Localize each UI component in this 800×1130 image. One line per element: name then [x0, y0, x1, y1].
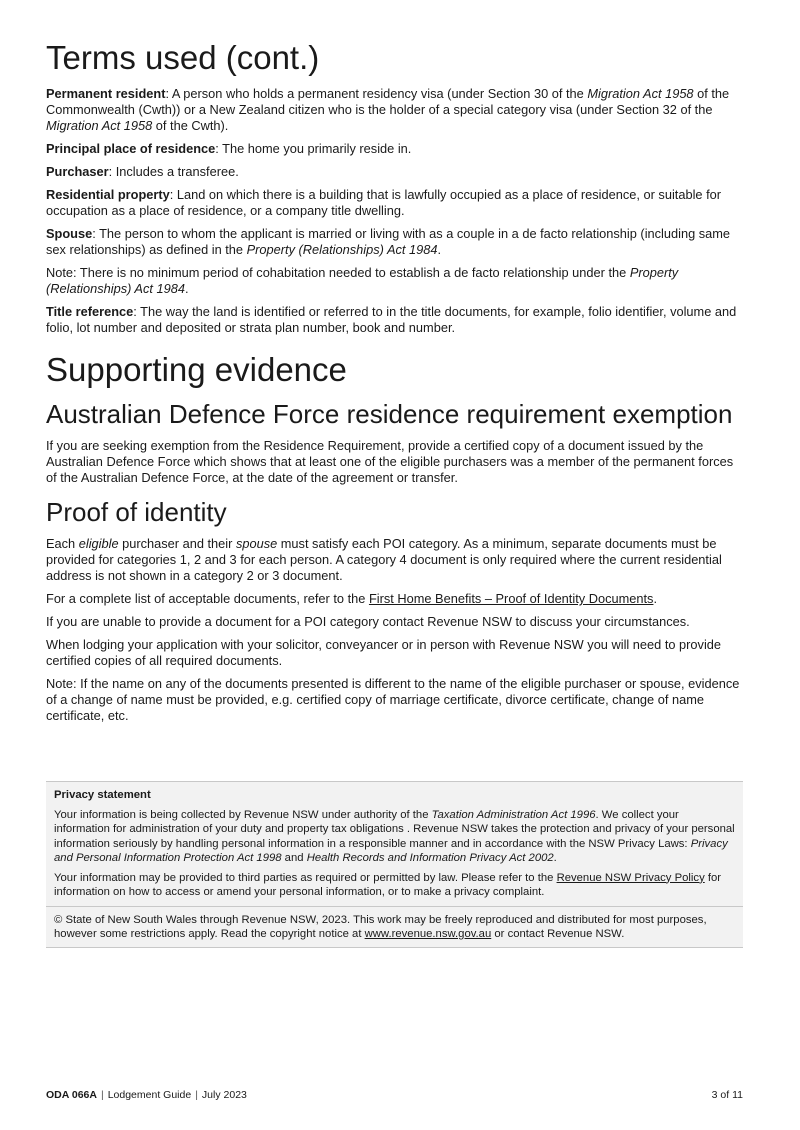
footer-guide: Lodgement Guide [107, 1089, 192, 1101]
term-text: : The person to whom the applicant is married or living with as a couple in a de facto relationship (including same sex relationships) as defined in the [46, 226, 731, 257]
privacy-text: Your information is being collected by Revenue NSW under authority of the [54, 808, 432, 821]
note-text: . [184, 281, 189, 296]
privacy-text: . [553, 852, 557, 864]
term-label: Purchaser [46, 164, 109, 179]
term-text: . [437, 242, 442, 257]
term-text: : The way the land is identified or referred to in the title documents, for example, folio identifier, volume and folio, lot number and deposited or strata plan number, book and number. [46, 304, 737, 335]
page-content [46, 38, 746, 731]
term-text: : Land on which there is a building that is lawfully occupied as a place of residence, or suitable for occupation as a place of residence, or a company title dwelling. [46, 187, 722, 218]
adf-text: If you are seeking exemption from the Residence Requirement, provide a certified copy of a document issued by the Australian Defence Force which shows that at least one of the eligible purchasers was a member of the permanent forces of the Australian Defence Force, at the date of the agreement or transfer. [46, 438, 734, 485]
act-name: Migration Act 1958 [587, 86, 694, 101]
poi-documents-link[interactable]: First Home Benefits – Proof of Identity Documents [368, 591, 654, 606]
act-name: Migration Act 1958 [46, 118, 153, 133]
footer-separator: | [100, 1089, 104, 1101]
copyright-text: or contact Revenue NSW. [491, 928, 625, 940]
poi-text: . [653, 591, 657, 606]
privacy-text: and [281, 852, 307, 864]
page-number: 3 of 11 [711, 1089, 743, 1101]
form-code: ODA 066A [46, 1089, 97, 1101]
privacy-text: Your information may be provided to third parties as required or permitted by law. Please refer to the [54, 871, 557, 884]
poi-paragraph: When lodging your application with your solicitor, conveyancer or in person with Revenue NSW you will need to provide certified copies of all required documents. [46, 637, 722, 668]
poi-emphasis: spouse [235, 536, 278, 551]
poi-heading: Proof of identity [46, 497, 227, 527]
footer-separator: | [195, 1089, 198, 1101]
poi-text: For a complete list of acceptable documents, refer to the [46, 591, 369, 606]
term-residential-property [46, 187, 746, 219]
poi-paragraph [46, 591, 746, 607]
term-text: : Includes a transferee. [108, 164, 239, 179]
poi-text: Each [46, 536, 79, 551]
poi-note: Note: If the name on any of the documents presented is different to the name of the eligible purchaser or spouse, evidence of a change of name must be provided, e.g. certified copy of marriage certificate, divorce certificate, change of name certificate, etc. [46, 676, 740, 723]
act-name: Property (Relationships) Act 1984 [246, 242, 438, 257]
term-label: Title reference [46, 304, 134, 319]
privacy-policy-link[interactable]: Revenue NSW Privacy Policy [556, 871, 705, 884]
supporting-evidence-heading: Supporting evidence [46, 351, 347, 388]
term-purchaser [46, 164, 746, 180]
copyright-paragraph [54, 913, 735, 942]
privacy-paragraph [54, 808, 735, 866]
poi-emphasis: eligible [78, 536, 119, 551]
privacy-text: . We collect your information for administration of your duty and property tax obligations . Revenue NSW takes the protection and privacy of your personal information seriously by handling personal information in a responsible manner and in accordance with the NSW Privacy Laws: [54, 808, 735, 850]
term-permanent-resident [46, 86, 746, 134]
copyright-notice [46, 906, 743, 947]
note-text: Note: There is no minimum period of cohabitation needed to establish a de facto relationship under the [46, 265, 630, 280]
copyright-text: © State of New South Wales through Revenue NSW, 2023. This work may be freely reproduced and distributed for most purposes, however some restrictions apply. Read the copyright notice at [54, 913, 707, 940]
poi-text: must satisfy each POI category. As a minimum, separate documents must be provided for categories 1, 2 and 3 for each person. A category 4 document is only required where the current residential address is not shown in a category 2 or 3 document. [46, 536, 722, 583]
term-label: Spouse [46, 226, 93, 241]
term-text: : The home you primarily reside in. [215, 141, 412, 156]
note-cohabitation [46, 265, 746, 297]
term-label: Principal place of residence [46, 141, 216, 156]
privacy-box [46, 781, 743, 948]
revenue-website-link[interactable]: www.revenue.nsw.gov.au [364, 928, 492, 940]
adf-heading: Australian Defence Force residence requirement exemption [46, 399, 733, 429]
term-label: Residential property [46, 187, 170, 202]
privacy-statement [46, 782, 743, 906]
act-name: Privacy and Personal Information Protection Act 1998 [54, 837, 728, 864]
poi-paragraph: If you are unable to provide a document for a POI category contact Revenue NSW to discuss your circumstances. [46, 614, 690, 629]
term-text: of the Commonwealth (Cwth)) or a New Zealand citizen who is the holder of a special category visa (under Section 32 of the [46, 86, 730, 117]
terms-heading: Terms used (cont.) [46, 39, 320, 76]
privacy-title: Privacy statement [54, 789, 151, 801]
act-name: Property (Relationships) Act 1984 [46, 265, 679, 296]
act-name: Taxation Administration Act 1996 [431, 808, 596, 821]
act-name: Health Records and Information Privacy Act 2002 [306, 852, 554, 864]
footer-date: July 2023 [201, 1089, 247, 1101]
term-text: : A person who holds a permanent residency visa (under Section 30 of the [165, 86, 588, 101]
poi-text: purchaser and their [118, 536, 236, 551]
term-title-reference [46, 304, 746, 336]
page-footer [46, 1088, 743, 1102]
term-spouse [46, 226, 746, 258]
poi-paragraph [46, 536, 746, 584]
privacy-paragraph [54, 871, 735, 900]
term-label: Permanent resident [46, 86, 166, 101]
term-principal-place [46, 141, 746, 157]
term-text: of the Cwth). [152, 118, 229, 133]
privacy-text: for information on how to access or amend your personal information, or to make a privacy complaint. [54, 871, 722, 898]
